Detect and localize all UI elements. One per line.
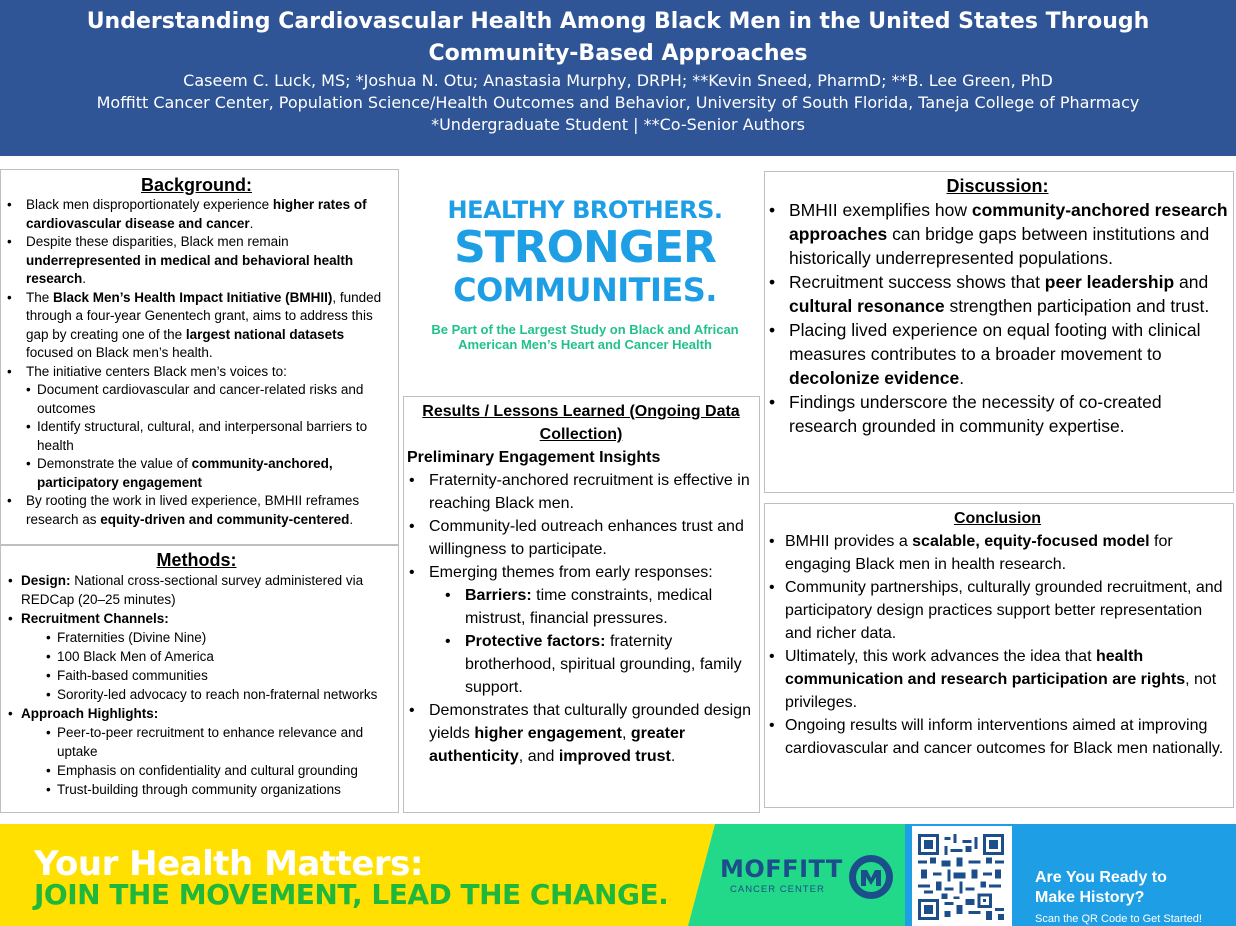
results-list — [407, 469, 755, 768]
conclusion-list — [765, 530, 1230, 760]
moffitt-brand: MOFFITT — [720, 855, 843, 883]
background-subitem: • Document cardiovascular and cancer-related risks and outcomes — [26, 381, 392, 418]
emphasis: decolonize evidence — [789, 368, 960, 388]
moffitt-brand-sub: CANCER CENTER — [730, 884, 825, 895]
logo-tagline: Be Part of the Largest Study on Black and African American Men’s Heart and Cancer Health — [431, 322, 739, 352]
label: Design: — [21, 573, 71, 588]
conclusion-item: • Ongoing results will inform interventions aimed at improving cardiovascular and cancer outcomes for Black men nationally. — [765, 714, 1230, 760]
text: . — [349, 511, 354, 527]
emphasis: community-anchored research approaches — [789, 200, 1228, 244]
emphasis: health communication and research participation are rights — [785, 648, 1186, 688]
conclusion-section — [764, 503, 1234, 808]
text: Recruitment success shows that — [789, 272, 1045, 292]
text: Black men disproportionately experience — [26, 197, 273, 212]
methods-section — [0, 545, 399, 813]
channels-list — [42, 628, 392, 704]
emphasis: underrepresented in medical and behavioral health research — [26, 252, 354, 286]
results-item: • Fraternity-anchored recruitment is effective in reaching Black men. — [407, 469, 755, 515]
cta-line-2: Make History? — [1035, 889, 1145, 906]
background-item — [1, 289, 392, 363]
label: Protective factors: — [465, 633, 606, 650]
discussion-item — [765, 318, 1230, 390]
qr-code-icon[interactable] — [918, 834, 1004, 920]
author-notes: *Undergraduate Student | **Co-Senior Authors — [431, 115, 805, 134]
approach-item: • Emphasis on confidentiality and cultural grounding — [42, 761, 392, 780]
discussion-heading: Discussion: — [946, 176, 1049, 196]
cta-subtext: Scan the QR Code to Get Started! — [1035, 913, 1202, 925]
discussion-item: • Findings underscore the necessity of co-created research grounded in community expertise. — [765, 390, 1230, 438]
text: National cross-sectional survey administered via REDCap (20–25 minutes) — [21, 573, 364, 607]
discussion-section — [764, 171, 1234, 493]
background-subitem — [26, 455, 392, 492]
approach-item: • Trust-building through community organizations — [42, 780, 392, 799]
discussion-item — [765, 270, 1230, 318]
conclusion-item — [765, 530, 1230, 576]
text: and — [1174, 272, 1209, 292]
text: , — [621, 725, 631, 742]
text: , funded through a four-year Genentech grant, aims to address this gap by creating one of the — [26, 289, 382, 342]
channel-item: • Fraternities (Divine Nine) — [42, 628, 392, 647]
results-item — [407, 699, 755, 768]
methods-item — [1, 609, 392, 704]
results-heading: Results / Lessons Learned (Ongoing Data Collection) — [422, 403, 740, 443]
text: Despite these disparities, Black men remain — [26, 234, 289, 249]
conclusion-heading: Conclusion — [953, 510, 1042, 527]
results-item — [407, 561, 755, 699]
footer-headline: Your Health Matters: — [34, 844, 424, 884]
cta-heading — [1035, 868, 1167, 908]
poster-header — [0, 0, 1236, 156]
emphasis: higher rates of cardiovascular disease and cancer — [26, 197, 367, 231]
discussion-list — [765, 198, 1230, 438]
text: By rooting the work in lived experience, BMHII reframes research as — [26, 493, 360, 527]
text: BMHII provides a — [785, 533, 913, 550]
channel-item: • 100 Black Men of America — [42, 647, 392, 666]
conclusion-item: • Community partnerships, culturally grounded recruitment, and participatory design practices support better representation and richer data. — [765, 576, 1230, 645]
approach-item: • Peer-to-peer recruitment to enhance relevance and uptake — [42, 723, 392, 761]
results-subheading: Preliminary Engagement Insights — [407, 449, 661, 466]
label: Recruitment Channels: — [21, 611, 169, 626]
theme-item — [441, 630, 755, 699]
text: strengthen participation and trust. — [944, 296, 1210, 316]
emphasis: greater authenticity — [429, 725, 686, 765]
background-item — [1, 233, 392, 289]
text: . — [959, 368, 965, 388]
text: for engaging Black men in health research. — [785, 533, 1173, 573]
text: can bridge gaps between institutions and historically underrepresented populations. — [789, 224, 1210, 268]
text: . — [82, 271, 87, 286]
text: Demonstrates that culturally grounded design yields — [429, 702, 751, 742]
authors: Caseem C. Luck, MS; *Joshua N. Otu; Anastasia Murphy, DRPH; **Kevin Sneed, PharmD; **B. Lee Green, PhD — [183, 71, 1053, 90]
text: Placing lived experience on equal footing with clinical measures contributes to a broader movement to — [789, 320, 1201, 364]
discussion-item — [765, 198, 1230, 270]
emphasis: peer leadership — [1044, 272, 1175, 292]
results-section — [403, 396, 760, 813]
background-section — [0, 169, 399, 545]
background-sublist — [26, 381, 392, 492]
text: Emerging themes from early responses: — [429, 564, 713, 581]
footer-banner — [0, 824, 1236, 926]
background-heading: Background: — [140, 175, 252, 195]
themes-list — [441, 584, 755, 699]
emphasis: improved trust — [558, 748, 671, 765]
approach-list — [42, 723, 392, 799]
methods-list — [1, 571, 392, 799]
emphasis: Black Men’s Health Impact Initiative (BMHII) — [53, 289, 333, 305]
emphasis: equity-driven and community-centered — [100, 511, 350, 527]
text: Ultimately, this work advances the idea that — [785, 648, 1096, 665]
methods-heading: Methods: — [156, 550, 237, 570]
text: The — [26, 289, 54, 305]
methods-item — [1, 571, 392, 609]
footer-slogan: JOIN THE MOVEMENT, LEAD THE CHANGE. — [34, 878, 669, 911]
emphasis: higher engagement — [474, 725, 622, 742]
channel-item: • Sorority-led advocacy to reach non-fraternal networks — [42, 685, 392, 704]
text: time constraints, medical mistrust, financial pressures. — [465, 587, 713, 627]
text: . — [249, 215, 254, 231]
background-item — [1, 196, 392, 233]
conclusion-item — [765, 645, 1230, 714]
text: Demonstrate the value of — [37, 456, 192, 471]
logo-line-3: COMMUNITIES. — [453, 271, 717, 309]
background-subitem: • Identify structural, cultural, and interpersonal barriers to health — [26, 418, 392, 455]
poster-title: Understanding Cardiovascular Health Among Black Men in the United States Through Community-Based Approaches — [86, 9, 1150, 66]
text: . — [670, 748, 676, 765]
text: focused on Black men’s health. — [26, 345, 213, 360]
label: Approach Highlights: — [21, 706, 159, 721]
campaign-logo — [420, 196, 750, 376]
channel-item: • Faith-based communities — [42, 666, 392, 685]
cta-line-1: Are You Ready to — [1035, 869, 1167, 886]
background-list — [1, 196, 392, 529]
text: fraternity brotherhood, spiritual grounding, family support. — [465, 633, 742, 696]
logo-line-2: STRONGER — [454, 222, 716, 273]
moffitt-logo-icon — [848, 854, 894, 900]
text: BMHII exemplifies how — [789, 200, 972, 220]
methods-item — [1, 704, 392, 799]
affiliations: Moffitt Cancer Center, Population Science/Health Outcomes and Behavior, University of South Florida, Taneja College of Pharmacy — [96, 93, 1140, 112]
theme-item — [441, 584, 755, 630]
emphasis: cultural resonance — [789, 296, 945, 316]
text: , and — [518, 748, 559, 765]
results-item: • Community-led outreach enhances trust and willingness to participate. — [407, 515, 755, 561]
text: The initiative centers Black men’s voices to: — [26, 363, 287, 379]
emphasis: scalable, equity-focused model — [912, 533, 1150, 550]
label: Barriers: — [465, 587, 532, 604]
logo-line-1: HEALTHY BROTHERS. — [447, 196, 723, 224]
background-item — [1, 363, 392, 493]
emphasis: community-anchored, participatory engagement — [37, 456, 333, 490]
background-item — [1, 492, 392, 529]
text: , not privileges. — [785, 671, 1217, 711]
emphasis: largest national datasets — [185, 326, 345, 342]
